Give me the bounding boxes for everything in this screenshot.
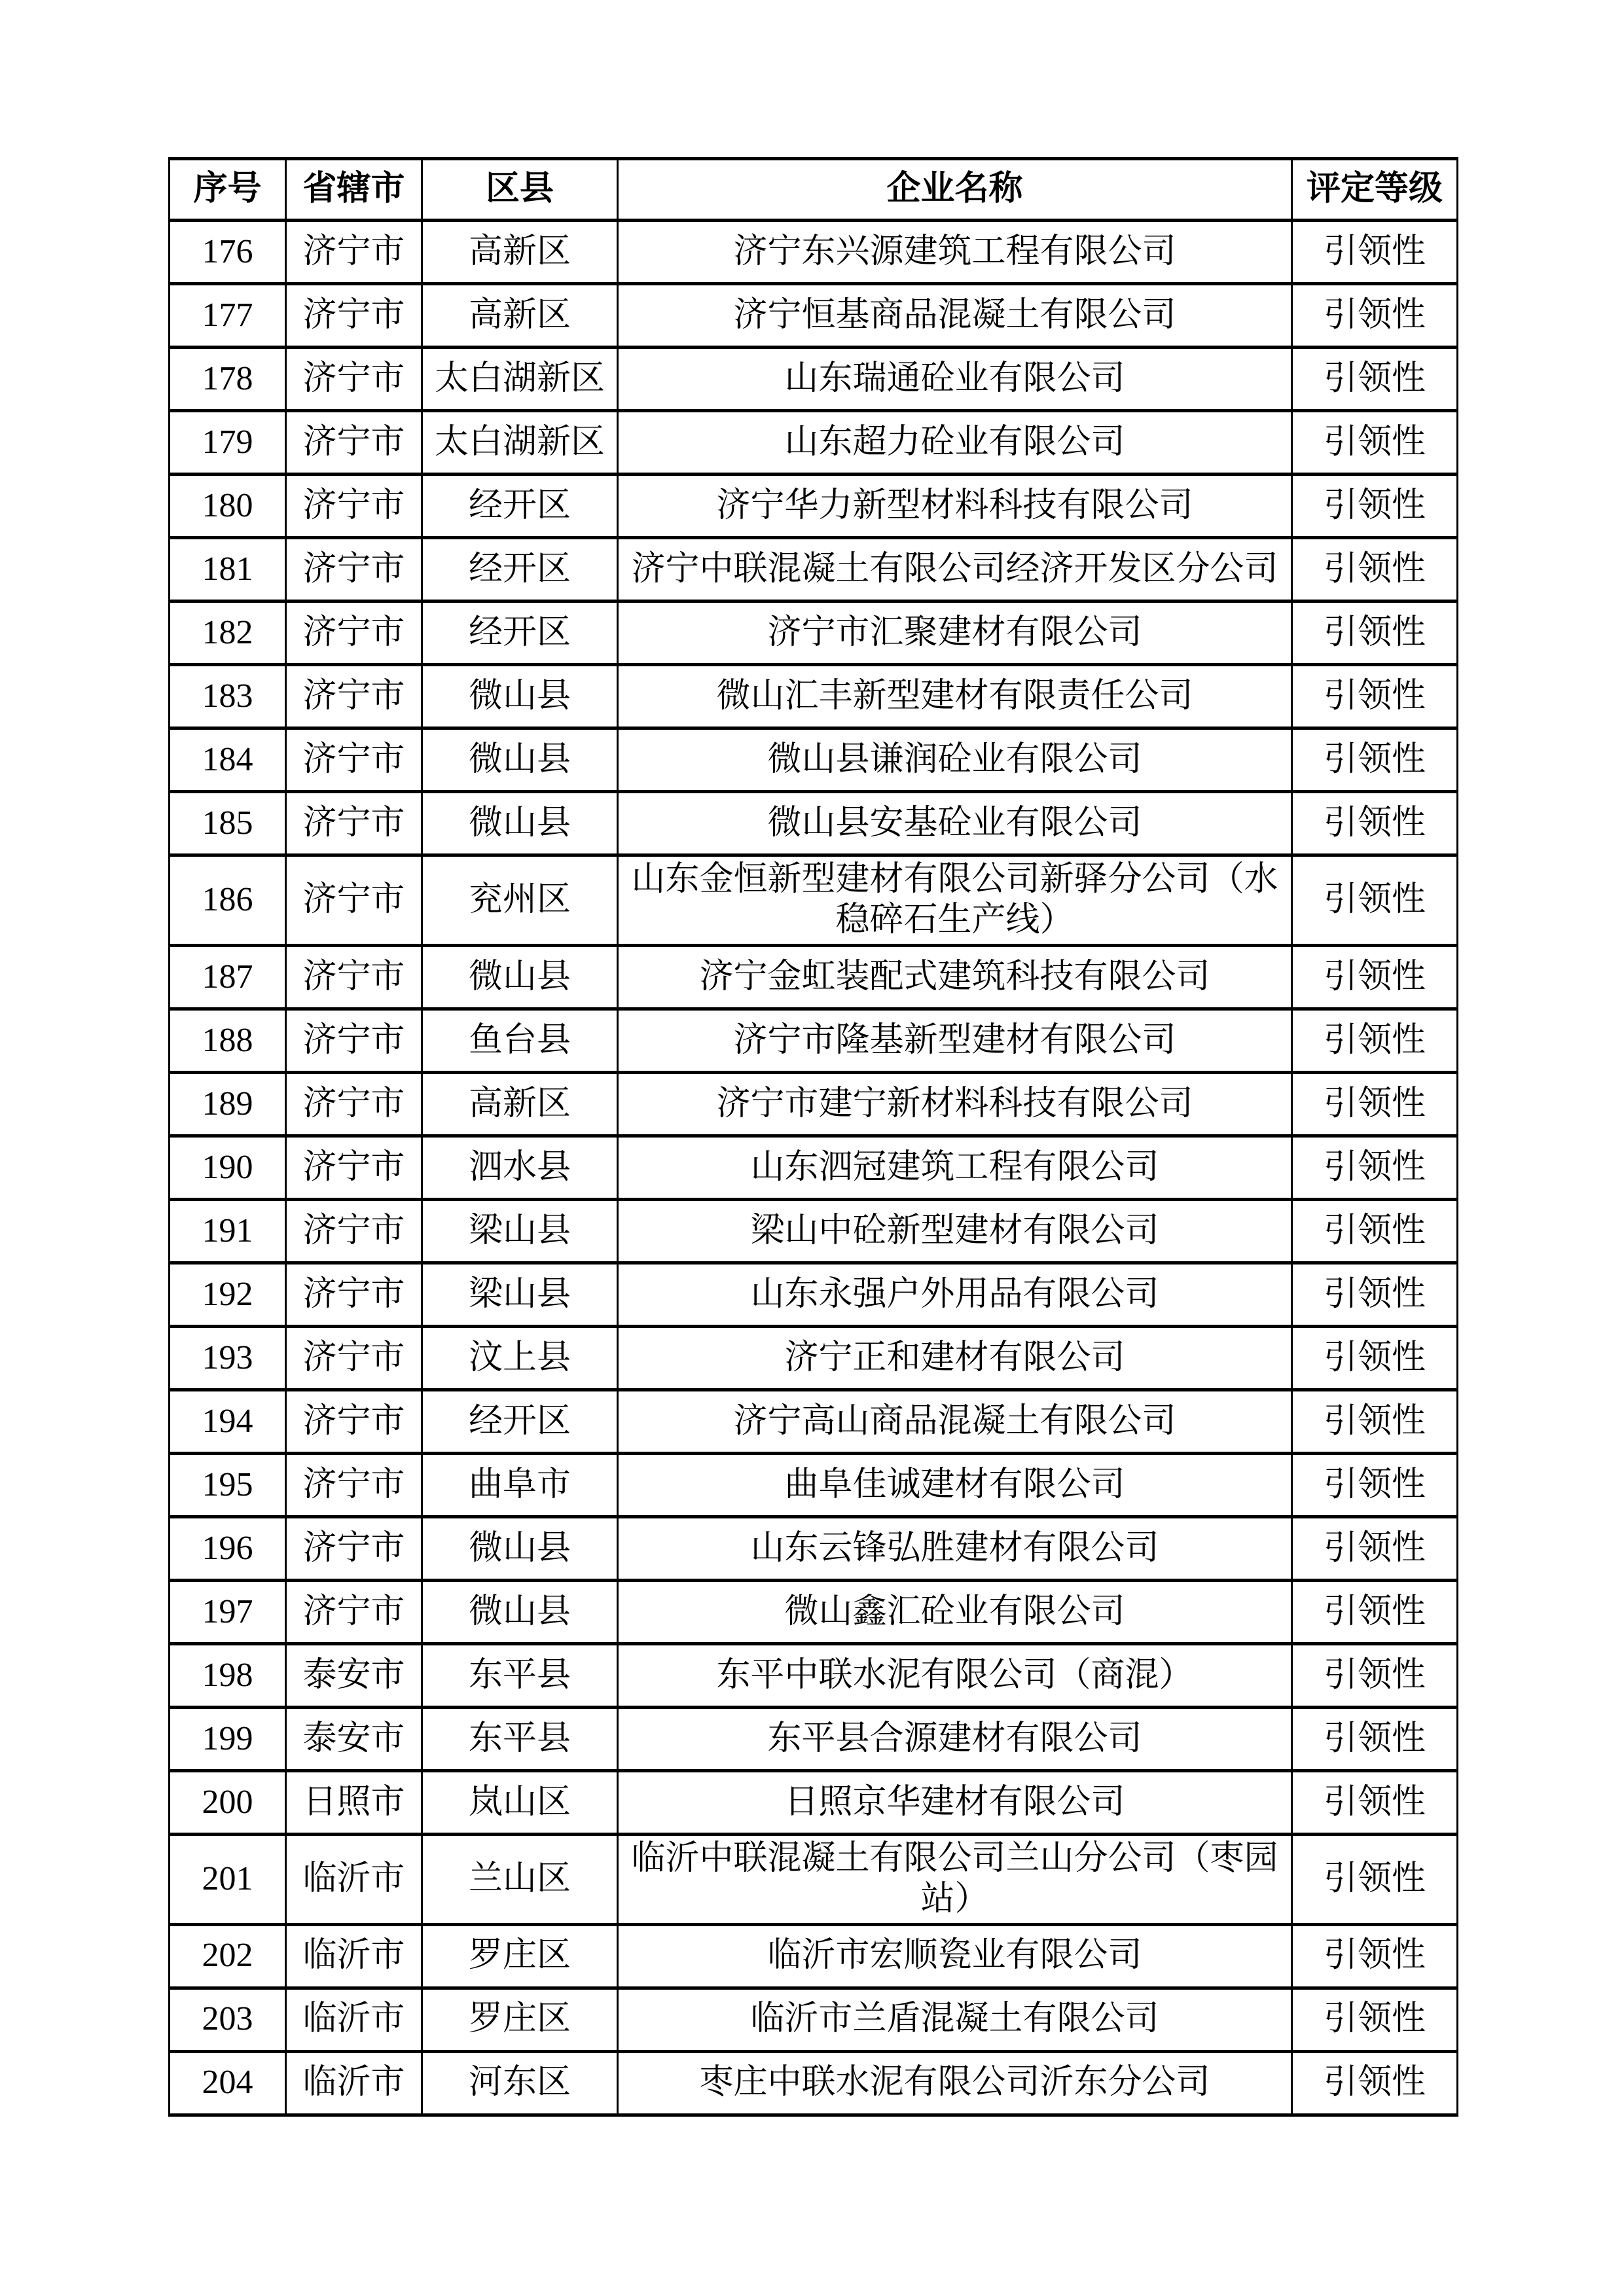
cell-no: 185 [170, 792, 286, 855]
cell-city: 济宁市 [286, 1453, 422, 1516]
cell-grade: 引领性 [1292, 1834, 1458, 1924]
cell-grade: 引领性 [1292, 348, 1458, 411]
table-row [170, 945, 1458, 1009]
cell-grade: 引领性 [1292, 728, 1458, 792]
cell-district: 微山县 [422, 1516, 618, 1580]
table-row [170, 411, 1458, 475]
cell-no: 187 [170, 945, 286, 1009]
cell-district: 高新区 [422, 1072, 618, 1136]
table-row [170, 1707, 1458, 1770]
cell-district: 微山县 [422, 792, 618, 855]
cell-company: 日照京华建材有限公司 [618, 1770, 1292, 1834]
cell-city: 济宁市 [286, 284, 422, 348]
table-row [170, 1834, 1458, 1924]
table-row [170, 1988, 1458, 2051]
cell-city: 济宁市 [286, 945, 422, 1009]
cell-company: 山东瑞通砼业有限公司 [618, 348, 1292, 411]
cell-district: 高新区 [422, 221, 618, 284]
cell-grade: 引领性 [1292, 1453, 1458, 1516]
cell-company: 山东云锋弘胜建材有限公司 [618, 1516, 1292, 1580]
table-row [170, 475, 1458, 538]
cell-company: 梁山中砼新型建材有限公司 [618, 1199, 1292, 1263]
cell-company: 微山县安基砼业有限公司 [618, 792, 1292, 855]
cell-district: 微山县 [422, 945, 618, 1009]
cell-no: 188 [170, 1009, 286, 1072]
cell-grade: 引领性 [1292, 945, 1458, 1009]
cell-no: 201 [170, 1834, 286, 1924]
cell-no: 189 [170, 1072, 286, 1136]
table-row [170, 728, 1458, 792]
cell-district: 罗庄区 [422, 1988, 618, 2051]
cell-district: 经开区 [422, 538, 618, 601]
cell-grade: 引领性 [1292, 601, 1458, 665]
column-header-city: 省辖市 [286, 159, 422, 221]
cell-city: 临沂市 [286, 2051, 422, 2115]
cell-no: 197 [170, 1580, 286, 1643]
cell-city: 泰安市 [286, 1707, 422, 1770]
table-row [170, 1263, 1458, 1326]
column-header-grade: 评定等级 [1292, 159, 1458, 221]
cell-grade: 引领性 [1292, 1136, 1458, 1199]
cell-grade: 引领性 [1292, 792, 1458, 855]
cell-district: 罗庄区 [422, 1924, 618, 1988]
cell-district: 河东区 [422, 2051, 618, 2115]
cell-company: 济宁高山商品混凝土有限公司 [618, 1390, 1292, 1453]
table-row [170, 1453, 1458, 1516]
table-row [170, 665, 1458, 728]
table-row [170, 1770, 1458, 1834]
cell-no: 190 [170, 1136, 286, 1199]
cell-city: 济宁市 [286, 1390, 422, 1453]
table-row [170, 792, 1458, 855]
cell-grade: 引领性 [1292, 1516, 1458, 1580]
cell-company: 济宁东兴源建筑工程有限公司 [618, 221, 1292, 284]
cell-grade: 引领性 [1292, 1580, 1458, 1643]
cell-no: 183 [170, 665, 286, 728]
cell-city: 济宁市 [286, 348, 422, 411]
column-header-company: 企业名称 [618, 159, 1292, 221]
table-row [170, 601, 1458, 665]
cell-grade: 引领性 [1292, 1072, 1458, 1136]
cell-city: 日照市 [286, 1770, 422, 1834]
cell-district: 汶上县 [422, 1326, 618, 1390]
table-row [170, 221, 1458, 284]
cell-city: 济宁市 [286, 601, 422, 665]
table-body [170, 221, 1458, 2115]
cell-company: 济宁华力新型材料科技有限公司 [618, 475, 1292, 538]
cell-district: 曲阜市 [422, 1453, 618, 1516]
cell-district: 兖州区 [422, 855, 618, 946]
cell-company: 济宁市建宁新材料科技有限公司 [618, 1072, 1292, 1136]
cell-district: 微山县 [422, 1580, 618, 1643]
cell-no: 182 [170, 601, 286, 665]
cell-district: 梁山县 [422, 1199, 618, 1263]
cell-no: 181 [170, 538, 286, 601]
cell-no: 184 [170, 728, 286, 792]
cell-company: 济宁金虹装配式建筑科技有限公司 [618, 945, 1292, 1009]
cell-no: 192 [170, 1263, 286, 1326]
cell-city: 济宁市 [286, 665, 422, 728]
cell-no: 203 [170, 1988, 286, 2051]
cell-district: 东平县 [422, 1707, 618, 1770]
table-row [170, 1326, 1458, 1390]
cell-company: 济宁正和建材有限公司 [618, 1326, 1292, 1390]
cell-company: 微山汇丰新型建材有限责任公司 [618, 665, 1292, 728]
cell-district: 微山县 [422, 665, 618, 728]
table-row [170, 538, 1458, 601]
table-row [170, 855, 1458, 946]
table-row [170, 284, 1458, 348]
cell-district: 太白湖新区 [422, 348, 618, 411]
cell-district: 经开区 [422, 475, 618, 538]
cell-company: 微山县谦润砼业有限公司 [618, 728, 1292, 792]
cell-city: 济宁市 [286, 728, 422, 792]
cell-company: 临沂中联混凝土有限公司兰山分公司（枣园站） [618, 1834, 1292, 1924]
cell-city: 济宁市 [286, 1580, 422, 1643]
cell-no: 196 [170, 1516, 286, 1580]
cell-district: 泗水县 [422, 1136, 618, 1199]
cell-grade: 引领性 [1292, 665, 1458, 728]
cell-no: 179 [170, 411, 286, 475]
cell-company: 山东永强户外用品有限公司 [618, 1263, 1292, 1326]
cell-company: 济宁市汇聚建材有限公司 [618, 601, 1292, 665]
cell-company: 东平中联水泥有限公司（商混） [618, 1643, 1292, 1707]
cell-company: 济宁恒基商品混凝土有限公司 [618, 284, 1292, 348]
cell-grade: 引领性 [1292, 475, 1458, 538]
cell-company: 山东超力砼业有限公司 [618, 411, 1292, 475]
cell-grade: 引领性 [1292, 1707, 1458, 1770]
cell-city: 临沂市 [286, 1834, 422, 1924]
cell-city: 济宁市 [286, 1516, 422, 1580]
cell-no: 176 [170, 221, 286, 284]
cell-no: 198 [170, 1643, 286, 1707]
cell-no: 202 [170, 1924, 286, 1988]
table-row [170, 1072, 1458, 1136]
cell-city: 泰安市 [286, 1643, 422, 1707]
cell-district: 经开区 [422, 601, 618, 665]
cell-grade: 引领性 [1292, 1988, 1458, 2051]
cell-no: 204 [170, 2051, 286, 2115]
cell-company: 微山鑫汇砼业有限公司 [618, 1580, 1292, 1643]
cell-grade: 引领性 [1292, 411, 1458, 475]
cell-company: 枣庄中联水泥有限公司沂东分公司 [618, 2051, 1292, 2115]
cell-city: 临沂市 [286, 1924, 422, 1988]
cell-no: 177 [170, 284, 286, 348]
rating-table-container [168, 157, 1456, 2117]
cell-grade: 引领性 [1292, 221, 1458, 284]
cell-city: 济宁市 [286, 221, 422, 284]
cell-grade: 引领性 [1292, 1643, 1458, 1707]
cell-no: 199 [170, 1707, 286, 1770]
cell-city: 济宁市 [286, 411, 422, 475]
cell-district: 兰山区 [422, 1834, 618, 1924]
cell-city: 济宁市 [286, 1263, 422, 1326]
cell-company: 曲阜佳诚建材有限公司 [618, 1453, 1292, 1516]
cell-city: 济宁市 [286, 538, 422, 601]
cell-company: 临沂市兰盾混凝土有限公司 [618, 1988, 1292, 2051]
cell-district: 微山县 [422, 728, 618, 792]
cell-district: 岚山区 [422, 1770, 618, 1834]
cell-no: 193 [170, 1326, 286, 1390]
cell-no: 178 [170, 348, 286, 411]
cell-no: 180 [170, 475, 286, 538]
cell-city: 济宁市 [286, 1009, 422, 1072]
cell-district: 太白湖新区 [422, 411, 618, 475]
cell-district: 高新区 [422, 284, 618, 348]
cell-grade: 引领性 [1292, 1199, 1458, 1263]
cell-grade: 引领性 [1292, 284, 1458, 348]
cell-grade: 引领性 [1292, 855, 1458, 946]
column-header-no: 序号 [170, 159, 286, 221]
cell-district: 梁山县 [422, 1263, 618, 1326]
cell-city: 济宁市 [286, 855, 422, 946]
cell-city: 济宁市 [286, 1072, 422, 1136]
column-header-district: 区县 [422, 159, 618, 221]
cell-company: 山东金恒新型建材有限公司新驿分公司（水稳碎石生产线） [618, 855, 1292, 946]
cell-grade: 引领性 [1292, 1009, 1458, 1072]
cell-company: 济宁中联混凝土有限公司经济开发区分公司 [618, 538, 1292, 601]
cell-company: 东平县合源建材有限公司 [618, 1707, 1292, 1770]
cell-city: 济宁市 [286, 1199, 422, 1263]
table-row [170, 1199, 1458, 1263]
cell-district: 东平县 [422, 1643, 618, 1707]
cell-city: 济宁市 [286, 792, 422, 855]
table-row [170, 1643, 1458, 1707]
table-row [170, 1390, 1458, 1453]
table-row [170, 2051, 1458, 2115]
cell-city: 济宁市 [286, 475, 422, 538]
cell-district: 经开区 [422, 1390, 618, 1453]
cell-city: 济宁市 [286, 1136, 422, 1199]
cell-grade: 引领性 [1292, 1770, 1458, 1834]
cell-grade: 引领性 [1292, 1263, 1458, 1326]
cell-grade: 引领性 [1292, 2051, 1458, 2115]
cell-no: 195 [170, 1453, 286, 1516]
table-row [170, 1516, 1458, 1580]
cell-grade: 引领性 [1292, 1390, 1458, 1453]
cell-company: 山东泗冠建筑工程有限公司 [618, 1136, 1292, 1199]
cell-no: 200 [170, 1770, 286, 1834]
cell-city: 临沂市 [286, 1988, 422, 2051]
table-row [170, 1580, 1458, 1643]
rating-table [168, 157, 1458, 2117]
table-row [170, 1136, 1458, 1199]
table-row [170, 1009, 1458, 1072]
table-header [170, 159, 1458, 221]
cell-city: 济宁市 [286, 1326, 422, 1390]
cell-grade: 引领性 [1292, 1924, 1458, 1988]
table-header-row [170, 159, 1458, 221]
cell-district: 鱼台县 [422, 1009, 618, 1072]
cell-grade: 引领性 [1292, 1326, 1458, 1390]
cell-no: 186 [170, 855, 286, 946]
table-row [170, 1924, 1458, 1988]
table-row [170, 348, 1458, 411]
cell-company: 临沂市宏顺瓷业有限公司 [618, 1924, 1292, 1988]
cell-no: 191 [170, 1199, 286, 1263]
cell-grade: 引领性 [1292, 538, 1458, 601]
cell-no: 194 [170, 1390, 286, 1453]
cell-company: 济宁市隆基新型建材有限公司 [618, 1009, 1292, 1072]
